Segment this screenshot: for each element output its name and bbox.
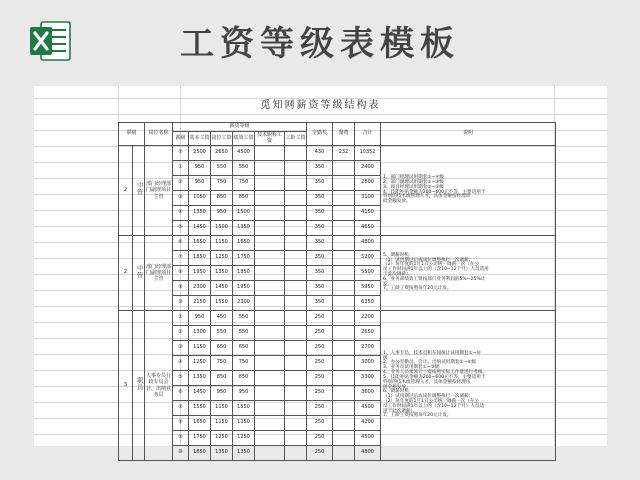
position-label: 部门经理部门副理项目主管 xyxy=(146,263,172,283)
post-cell: 1150 xyxy=(211,401,233,416)
header-grade: 薪级 xyxy=(173,132,189,146)
total-cell: 4800 xyxy=(355,446,381,461)
base-cell: 1450 xyxy=(189,221,211,236)
perf-cell: 1350 xyxy=(233,446,255,461)
total-cell: 5200 xyxy=(355,251,381,266)
header-base: 基本工资 xyxy=(189,132,211,146)
table-row xyxy=(119,236,556,251)
perf-cell: 750 xyxy=(233,176,255,191)
seniority-cell xyxy=(285,386,307,401)
banner-title: 工资等级表模板 xyxy=(180,24,460,64)
meal-cell xyxy=(333,161,355,176)
tech-cell xyxy=(255,251,285,266)
note-line: 于此次调薪）。 xyxy=(383,272,413,277)
seniority-cell xyxy=(285,326,307,341)
tech-cell xyxy=(255,326,285,341)
note-line: 6、调薪时机： xyxy=(383,389,414,395)
note-line: 1、部门经理试用期套①~④级 xyxy=(383,175,444,181)
level-cell xyxy=(133,311,145,461)
attendance-cell: 250 xyxy=(307,356,333,371)
header-position: 岗位名称 xyxy=(145,123,173,146)
attendance-cell: 250 xyxy=(307,341,333,356)
perf-cell: 1650 xyxy=(233,236,255,251)
post-cell: 850 xyxy=(211,191,233,206)
attendance-cell: 350 xyxy=(307,296,333,311)
grade-cell: ① xyxy=(173,311,189,326)
spreadsheet-preview xyxy=(34,86,607,456)
header-post: 岗位工资 xyxy=(211,132,233,146)
base-cell: 1850 xyxy=(189,446,211,461)
seniority-cell xyxy=(285,341,307,356)
total-cell: 2200 xyxy=(355,311,381,326)
tech-cell xyxy=(255,191,285,206)
seniority-cell xyxy=(285,446,307,461)
tech-cell xyxy=(255,386,285,401)
rank-cell: 2 xyxy=(119,236,133,311)
base-cell: 1050 xyxy=(189,191,211,206)
base-cell: 1250 xyxy=(189,356,211,371)
note-line: 4、业务人员须领计工资按照实际工作量进行考核。 xyxy=(383,370,488,376)
note-line: 司工作时间满1年以上的（含10~12个月）人员适用 xyxy=(383,267,489,273)
perf-cell: 1250 xyxy=(233,431,255,446)
note-line: 7、工龄工资按照每年20元计发。 xyxy=(383,413,452,419)
total-cell: 6350 xyxy=(355,296,381,311)
attendance-cell: 350 xyxy=(307,221,333,236)
post-cell: 750 xyxy=(211,176,233,191)
post-cell: 1150 xyxy=(211,416,233,431)
post-cell: 1550 xyxy=(211,296,233,311)
total-cell: 2400 xyxy=(355,161,381,176)
meal-cell xyxy=(333,401,355,416)
seniority-cell xyxy=(285,161,307,176)
note-line: 6、业务部绩效工资按部门业务利润的5%~25%计 xyxy=(383,276,486,282)
grade-cell: ⑩ xyxy=(173,446,189,461)
note-line: 级 xyxy=(383,355,388,361)
perf-cell: 1350 xyxy=(233,221,255,236)
tech-cell xyxy=(255,356,285,371)
grade-cell: ① xyxy=(173,161,189,176)
note-line: 2、办公室勤员、会计、出纳试用期套①~⑥级 xyxy=(383,360,477,366)
post-cell: 550 xyxy=(211,161,233,176)
meal-cell xyxy=(333,311,355,326)
post-cell: 950 xyxy=(211,386,233,401)
base-cell: 2300 xyxy=(189,281,211,296)
note-cell xyxy=(381,146,556,236)
attendance-cell: 350 xyxy=(307,236,333,251)
post-cell: 950 xyxy=(211,206,233,221)
attendance-cell: 350 xyxy=(307,251,333,266)
tech-cell xyxy=(255,446,285,461)
grade-cell: ⑧ xyxy=(173,266,189,281)
note-line: 2、部门副理试用期套①~③级 xyxy=(383,179,444,185)
seniority-cell xyxy=(285,251,307,266)
base-cell: 950 xyxy=(189,161,211,176)
total-cell: 2700 xyxy=(355,341,381,356)
perf-cell: 1950 xyxy=(233,281,255,296)
attendance-cell: 350 xyxy=(307,176,333,191)
base-cell: 1300 xyxy=(189,326,211,341)
attendance-cell: 250 xyxy=(307,431,333,446)
base-cell: 1650 xyxy=(189,236,211,251)
tech-cell xyxy=(255,401,285,416)
attendance-cell: 350 xyxy=(307,161,333,176)
base-cell: 950 xyxy=(189,176,211,191)
total-cell: 4800 xyxy=(355,236,381,251)
attendance-cell: 250 xyxy=(307,371,333,386)
rank-cell: 3 xyxy=(119,311,133,461)
post-cell: 750 xyxy=(211,356,233,371)
total-cell: 2650 xyxy=(355,326,381,341)
attendance-cell: 350 xyxy=(307,191,333,206)
seniority-cell xyxy=(285,281,307,296)
note-line: （2）每年度的1月1日公司统一调薪一次（在公 xyxy=(383,262,480,268)
position-cell xyxy=(145,311,173,461)
note-line: 用于此次调薪）。 xyxy=(383,408,418,414)
grade-cell: ⑧ xyxy=(173,416,189,431)
post-cell: 1350 xyxy=(211,266,233,281)
total-cell: 5950 xyxy=(355,281,381,296)
perf-cell: 1850 xyxy=(233,266,255,281)
header-tech: 技术职称工资 xyxy=(255,132,285,146)
grade-cell: ③ xyxy=(173,341,189,356)
grade-cell: ③ xyxy=(173,191,189,206)
grade-cell: ② xyxy=(173,176,189,191)
perf-cell: 1550 xyxy=(233,401,255,416)
tech-cell xyxy=(255,176,285,191)
note-line: （2）每年度的1月1日公司统一调薪一次（在公 xyxy=(383,398,480,404)
grade-cell: ② xyxy=(173,326,189,341)
header-row xyxy=(119,123,556,132)
seniority-cell xyxy=(285,296,307,311)
tech-cell xyxy=(255,296,285,311)
post-cell: 650 xyxy=(211,341,233,356)
position-label: 人事专员行政专员会计、出纳业务员 xyxy=(146,373,172,398)
note-cell xyxy=(381,311,556,461)
header-seniority: 工龄工资 xyxy=(285,132,307,146)
tech-cell xyxy=(255,341,285,356)
seniority-cell xyxy=(285,311,307,326)
note-line: 批金额发放。 xyxy=(383,199,411,205)
note-line: 5、技能补贴金额为200~600元不等，主要适用于 xyxy=(383,374,486,380)
attendance-cell: 250 xyxy=(307,311,333,326)
grade-cell: ⑩ xyxy=(173,296,189,311)
tech-cell xyxy=(255,311,285,326)
perf-cell: 850 xyxy=(233,191,255,206)
perf-cell: 650 xyxy=(233,341,255,356)
attendance-cell: 430 xyxy=(307,146,333,161)
seniority-cell xyxy=(285,191,307,206)
base-cell: 1350 xyxy=(189,371,211,386)
grade-cell: ⑨ xyxy=(173,281,189,296)
level-cell xyxy=(133,236,145,311)
note-line: 3、业务员试用期套①~③级 xyxy=(383,365,440,371)
meal-cell xyxy=(333,431,355,446)
header-attendance: 全勤奖 xyxy=(307,123,333,146)
grade-cell: ④ xyxy=(173,356,189,371)
note-line: （1）试用期过后成岗位调整执行一次调薪； xyxy=(383,257,474,263)
grade-cell: ⑨ xyxy=(173,431,189,446)
attendance-cell: 250 xyxy=(307,401,333,416)
position-cell xyxy=(145,146,173,236)
seniority-cell xyxy=(285,176,307,191)
meal-cell xyxy=(333,236,355,251)
total-cell: 3300 xyxy=(355,371,381,386)
attendance-cell: 350 xyxy=(307,266,333,281)
seniority-cell xyxy=(285,356,307,371)
meal-cell xyxy=(333,191,355,206)
attendance-cell: 250 xyxy=(307,416,333,431)
header-note: 说明 xyxy=(381,123,556,146)
seniority-cell xyxy=(285,401,307,416)
base-cell: 1450 xyxy=(189,386,211,401)
meal-cell xyxy=(333,356,355,371)
header-total: 合计 xyxy=(355,123,381,146)
note-line: 4、技能补贴金额为200~600元不等，主要适用于 xyxy=(383,189,486,195)
document-title: 觅知网薪资等级结构表 xyxy=(260,100,381,111)
total-cell: 10352 xyxy=(355,146,381,161)
grade-cell: ⑥ xyxy=(173,236,189,251)
perf-cell: 550 xyxy=(233,161,255,176)
tech-cell xyxy=(255,416,285,431)
seniority-cell xyxy=(285,146,307,161)
meal-cell xyxy=(333,176,355,191)
base-cell: 1950 xyxy=(189,266,211,281)
perf-cell: 550 xyxy=(233,326,255,341)
post-cell: 1350 xyxy=(211,446,233,461)
seniority-cell xyxy=(285,266,307,281)
post-cell: 450 xyxy=(211,311,233,326)
total-cell: 4150 xyxy=(355,206,381,221)
tech-cell xyxy=(255,266,285,281)
note-line: 特别的技术或管理人才，具体金额按经理审 xyxy=(383,379,471,385)
gridline xyxy=(34,114,607,115)
meal-cell xyxy=(333,446,355,461)
seniority-cell xyxy=(285,416,307,431)
grade-cell: ⑤ xyxy=(173,221,189,236)
tech-cell xyxy=(255,281,285,296)
grade-cell: ⑥ xyxy=(173,386,189,401)
post-cell: 1250 xyxy=(211,431,233,446)
grade-cell: ⑦ xyxy=(173,146,189,161)
note-line: 发。 xyxy=(383,281,393,287)
post-cell: 1250 xyxy=(211,251,233,266)
note-line: （1）试用期过后成岗位调整执行一次调薪； xyxy=(383,394,474,400)
perf-cell: 550 xyxy=(233,311,255,326)
perf-cell: 950 xyxy=(233,386,255,401)
seniority-cell xyxy=(285,236,307,251)
header-meal: 餐费 xyxy=(333,123,355,146)
total-cell: 4500 xyxy=(355,431,381,446)
perf-cell: 4500 xyxy=(233,146,255,161)
header-perf: 绩效工资 xyxy=(233,132,255,146)
grade-cell: ⑤ xyxy=(173,371,189,386)
meal-cell xyxy=(333,386,355,401)
grade-cell: ⑦ xyxy=(173,401,189,416)
level-cell xyxy=(133,146,145,236)
post-cell: 1450 xyxy=(211,281,233,296)
perf-cell: 1150 xyxy=(233,416,255,431)
note-cell xyxy=(381,236,556,311)
base-cell: 2500 xyxy=(189,146,211,161)
post-cell: 850 xyxy=(211,371,233,386)
tech-cell xyxy=(255,221,285,236)
total-cell: 3100 xyxy=(355,191,381,206)
meal-cell xyxy=(333,251,355,266)
base-cell: 1550 xyxy=(189,401,211,416)
note-line: 批金额发放。 xyxy=(383,384,411,390)
grade-cell: ④ xyxy=(173,206,189,221)
meal-cell xyxy=(333,416,355,431)
note-line: 3、项目经理试用期套①~③级 xyxy=(383,184,444,190)
base-cell: 1750 xyxy=(189,431,211,446)
base-cell: 2150 xyxy=(189,296,211,311)
perf-cell: 850 xyxy=(233,371,255,386)
header-grade-group: 薪资等级 xyxy=(173,123,307,132)
post-cell: 550 xyxy=(211,326,233,341)
total-cell: 4650 xyxy=(355,221,381,236)
base-cell: 950 xyxy=(189,311,211,326)
tech-cell xyxy=(255,161,285,176)
post-cell: 2650 xyxy=(211,146,233,161)
salary-table xyxy=(118,122,556,461)
seniority-cell xyxy=(285,206,307,221)
total-cell: 4200 xyxy=(355,416,381,431)
level-label: 中管 xyxy=(135,182,143,197)
base-cell: 1150 xyxy=(189,341,211,356)
meal-cell xyxy=(333,326,355,341)
total-cell: 4500 xyxy=(355,401,381,416)
perf-cell: 2300 xyxy=(233,296,255,311)
meal-cell: 232 xyxy=(333,146,355,161)
note-line: 特别的技术或管理人才，具体金额按经理审 xyxy=(383,194,471,200)
attendance-cell: 250 xyxy=(307,386,333,401)
seniority-cell xyxy=(285,431,307,446)
tech-cell xyxy=(255,236,285,251)
meal-cell xyxy=(333,296,355,311)
meal-cell xyxy=(333,281,355,296)
total-cell: 3600 xyxy=(355,386,381,401)
seniority-cell xyxy=(285,371,307,386)
table-row xyxy=(119,311,556,326)
meal-cell xyxy=(333,206,355,221)
meal-cell xyxy=(333,341,355,356)
total-cell: 5500 xyxy=(355,266,381,281)
attendance-cell: 350 xyxy=(307,206,333,221)
header-level: 职级 xyxy=(119,123,145,146)
note-line: 5、调薪时机： xyxy=(383,252,414,258)
tech-cell xyxy=(255,146,285,161)
total-cell: 2800 xyxy=(355,176,381,191)
rank-cell: 2 xyxy=(119,146,133,236)
tech-cell xyxy=(255,371,285,386)
table-row xyxy=(119,146,556,161)
attendance-cell: 250 xyxy=(307,326,333,341)
level-label: 职员 xyxy=(135,377,143,392)
level-label: 中管 xyxy=(135,264,143,279)
perf-cell: 750 xyxy=(233,356,255,371)
position-cell xyxy=(145,236,173,311)
tech-cell xyxy=(255,431,285,446)
tech-cell xyxy=(255,206,285,221)
note-line: 7、工龄工资按照每年20元计发。 xyxy=(383,286,452,292)
base-cell: 1850 xyxy=(189,251,211,266)
base-cell: 1350 xyxy=(189,206,211,221)
post-cell: 1150 xyxy=(211,236,233,251)
meal-cell xyxy=(333,266,355,281)
perf-cell: 1750 xyxy=(233,251,255,266)
base-cell: 1650 xyxy=(189,416,211,431)
total-cell: 3000 xyxy=(355,356,381,371)
note-line: 1、人事专员，技术员和车间统计试用期套①~⑩ xyxy=(383,350,481,356)
note-line: 司工作时间满1年以上的（含10~12个月）人员适 xyxy=(383,403,485,409)
attendance-cell: 250 xyxy=(307,446,333,461)
perf-cell: 1500 xyxy=(233,206,255,221)
position-label: 部门经理部门副理项目主管 xyxy=(146,181,172,200)
grade-cell: ⑦ xyxy=(173,251,189,266)
seniority-cell xyxy=(285,221,307,236)
meal-cell xyxy=(333,371,355,386)
post-cell: 1500 xyxy=(211,221,233,236)
meal-cell xyxy=(333,221,355,236)
attendance-cell: 350 xyxy=(307,281,333,296)
banner xyxy=(0,0,640,82)
